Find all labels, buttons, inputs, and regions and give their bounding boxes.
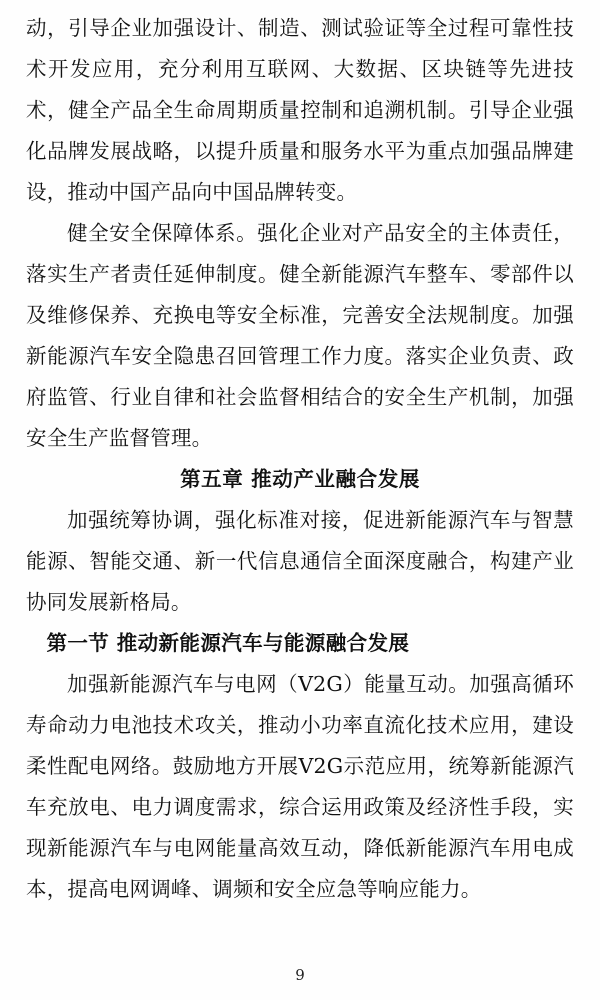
chapter-heading-five: 第五章 推动产业融合发展 [180, 467, 420, 491]
page-number: 9 [295, 966, 305, 984]
paragraph-chapter-intro: 加强统筹协调，强化标准对接，促进新能源汽车与智慧能源、智能交通、新一代信息通信全面深度融合，构建产业协同发展新格局。 [26, 508, 574, 614]
section-heading-one: 第一节 推动新能源汽车与能源融合发展 [46, 631, 410, 655]
paragraph-v2g: 加强新能源汽车与电网（V2G）能量互动。加强高循环寿命动力电池技术攻关，推动小功率直流化技术应用，建设柔性配电网络。鼓励地方开展V2G示范应用，统筹新能源汽车充放电、电力调度需求，综合运用政策及经济性手段，实现新能源汽车与电网能量高效互动，降低新能源汽车用电成本，提高电网调峰、调频和安全应急等响应能力。 [26, 672, 574, 901]
paragraph-quality-brand: 动，引导企业加强设计、制造、测试验证等全过程可靠性技术开发应用，充分利用互联网、大数据、区块链等先进技术，健全产品全生命周期质量控制和追溯机制。引导企业强化品牌发展战略，以提升质量和服务水平为重点加强品牌建设，推动中国产品向中国品牌转变。 [26, 16, 574, 204]
paragraph-safety-system: 健全安全保障体系。强化企业对产品安全的主体责任，落实生产者责任延伸制度。健全新能源汽车整车、零部件以及维修保养、充换电等安全标准，完善安全法规制度。加强新能源汽车安全隐患召回管理工作力度。落实企业负责、政府监管、行业自律和社会监督相结合的安全生产机制，加强安全生产监督管理。 [26, 221, 574, 450]
document-body [26, 8, 574, 910]
